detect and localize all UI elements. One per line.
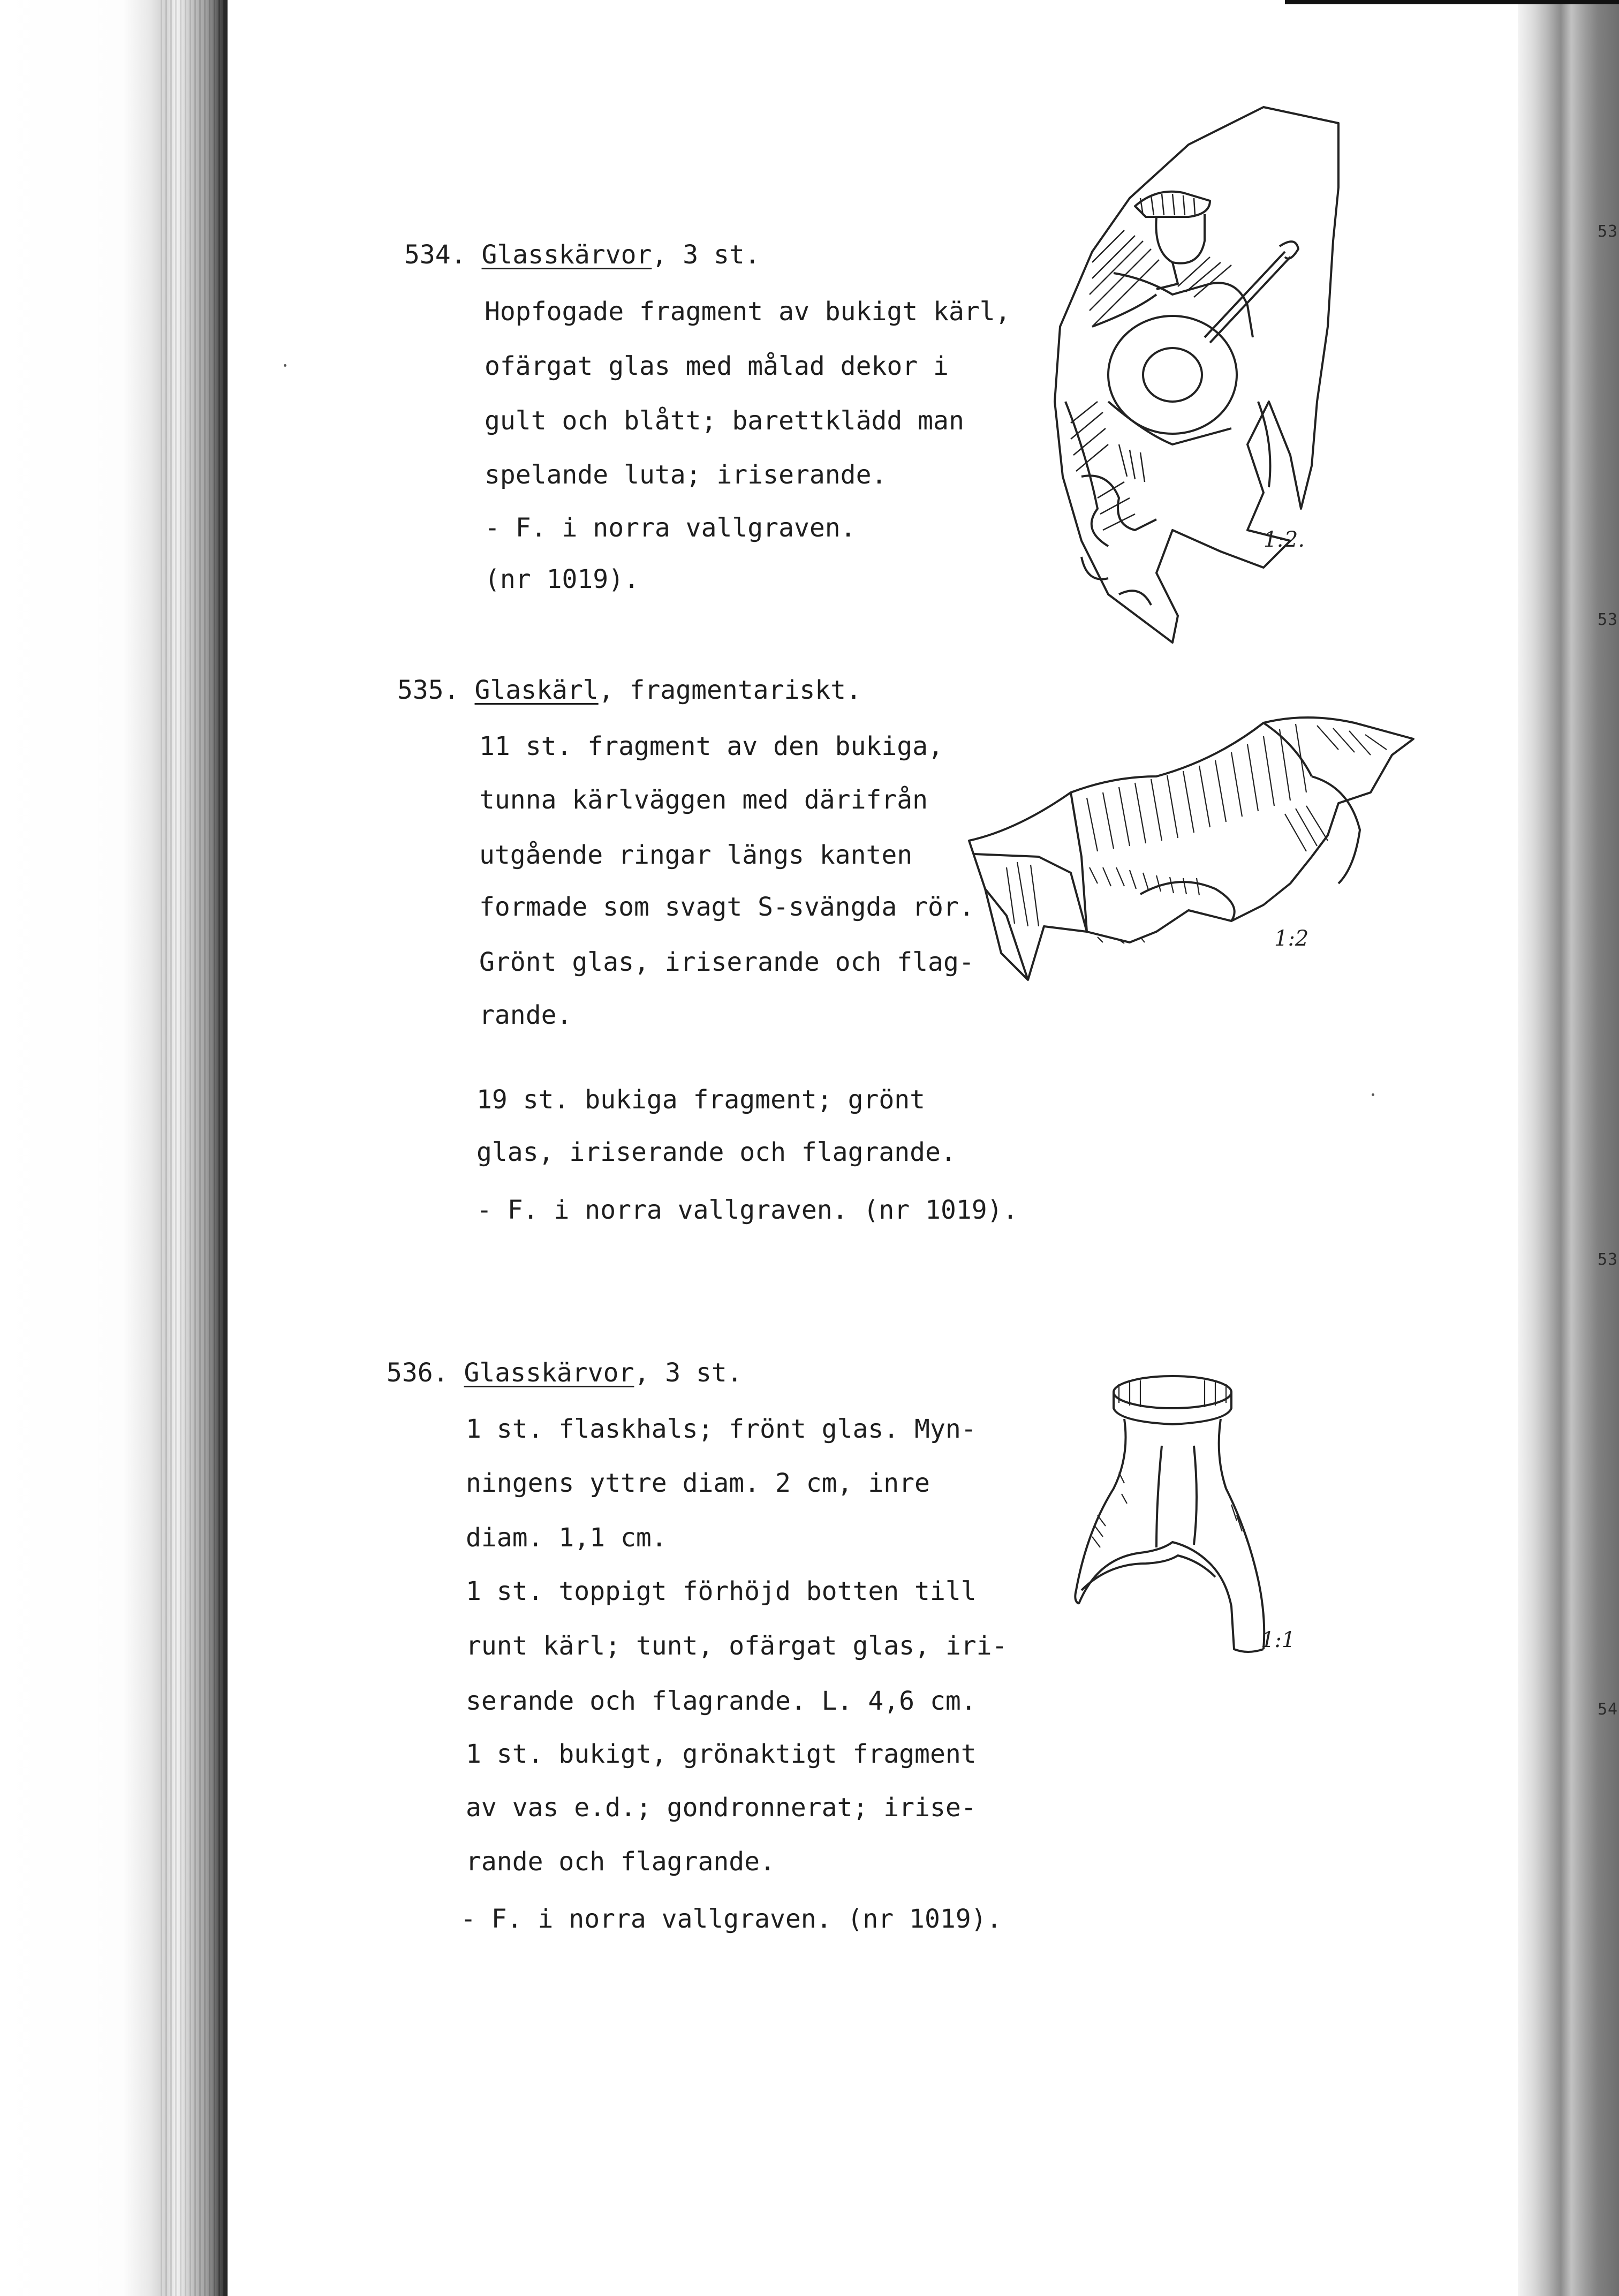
entry-title: Glasskärvor — [464, 1358, 634, 1388]
entry-line: ofärgat glas med målad dekor i — [485, 351, 949, 381]
margin-number: 53 — [1598, 222, 1618, 241]
entry-number: 534. — [404, 240, 466, 270]
entry-title: Glaskärl — [474, 675, 599, 705]
entry-line: 11 st. fragment av den bukiga, — [479, 731, 943, 761]
entry-line: runt kärl; tunt, ofärgat glas, iri- — [466, 1631, 1008, 1661]
entry-line: spelande luta; iriserande. — [485, 460, 887, 490]
entry-line: - F. i norra vallgraven. — [485, 513, 856, 543]
entry-heading — [387, 1360, 743, 1386]
entry-line: 19 st. bukiga fragment; grönt — [476, 1085, 926, 1115]
glass-fragment-lute-player-drawing — [1049, 102, 1349, 659]
scale-label: 1:1 — [1261, 1628, 1296, 1652]
entry-line: - F. i norra vallgraven. (nr 1019). — [476, 1195, 1018, 1225]
entry-title: Glasskärvor — [481, 240, 652, 270]
entry-line: 1 st. toppigt förhöjd botten till — [466, 1576, 977, 1606]
entry-number: 535. — [397, 675, 459, 705]
entry-line: diam. 1,1 cm. — [466, 1523, 667, 1553]
entry-line: (nr 1019). — [485, 564, 639, 594]
entry-line: tunna kärlväggen med därifrån — [479, 785, 928, 815]
entry-line: 1 st. bukigt, grönaktigt fragment — [466, 1739, 977, 1769]
entry-line: rande och flagrande. — [466, 1847, 775, 1877]
facing-page-edge — [1518, 0, 1619, 2296]
glass-vessel-fragment-drawing — [964, 712, 1419, 1012]
dust-speck — [1372, 1093, 1374, 1096]
margin-number: 54 — [1598, 1700, 1618, 1719]
margin-number: 53 — [1598, 1250, 1618, 1269]
bottle-neck-drawing — [1065, 1365, 1280, 1655]
entry-title-suffix: , fragmentariskt. — [598, 675, 861, 705]
entry-line: av vas e.d.; gondronnerat; irise- — [466, 1793, 977, 1823]
entry-number: 536. — [387, 1358, 449, 1388]
entry-line: gult och blått; barettklädd man — [485, 406, 964, 436]
entry-heading — [397, 677, 861, 703]
entry-line: serande och flagrande. L. 4,6 cm. — [466, 1686, 977, 1716]
entry-line: glas, iriserande och flagrande. — [476, 1137, 956, 1167]
entry-line: ningens yttre diam. 2 cm, inre — [466, 1468, 930, 1498]
book-page-edges — [0, 0, 230, 2296]
entry-heading — [404, 242, 760, 268]
entry-line: 1 st. flaskhals; frönt glas. Myn- — [466, 1414, 977, 1444]
entry-line: utgående ringar längs kanten — [479, 840, 913, 870]
entry-line: Grönt glas, iriserande och flag- — [479, 947, 974, 977]
entry-line: - F. i norra vallgraven. (nr 1019). — [460, 1904, 1002, 1934]
scale-label: 1:2. — [1264, 527, 1305, 552]
entry-line: rande. — [479, 1000, 572, 1030]
entry-title-suffix: , 3 st. — [634, 1358, 743, 1388]
dust-speck — [284, 364, 286, 367]
margin-number: 53 — [1598, 610, 1618, 629]
entry-title-suffix: , 3 st. — [652, 240, 760, 270]
entry-line: formade som svagt S-svängda rör. — [479, 892, 974, 922]
entry-line: Hopfogade fragment av bukigt kärl, — [485, 297, 1011, 327]
scan-border — [1285, 0, 1619, 4]
scale-label: 1:2 — [1274, 926, 1309, 951]
